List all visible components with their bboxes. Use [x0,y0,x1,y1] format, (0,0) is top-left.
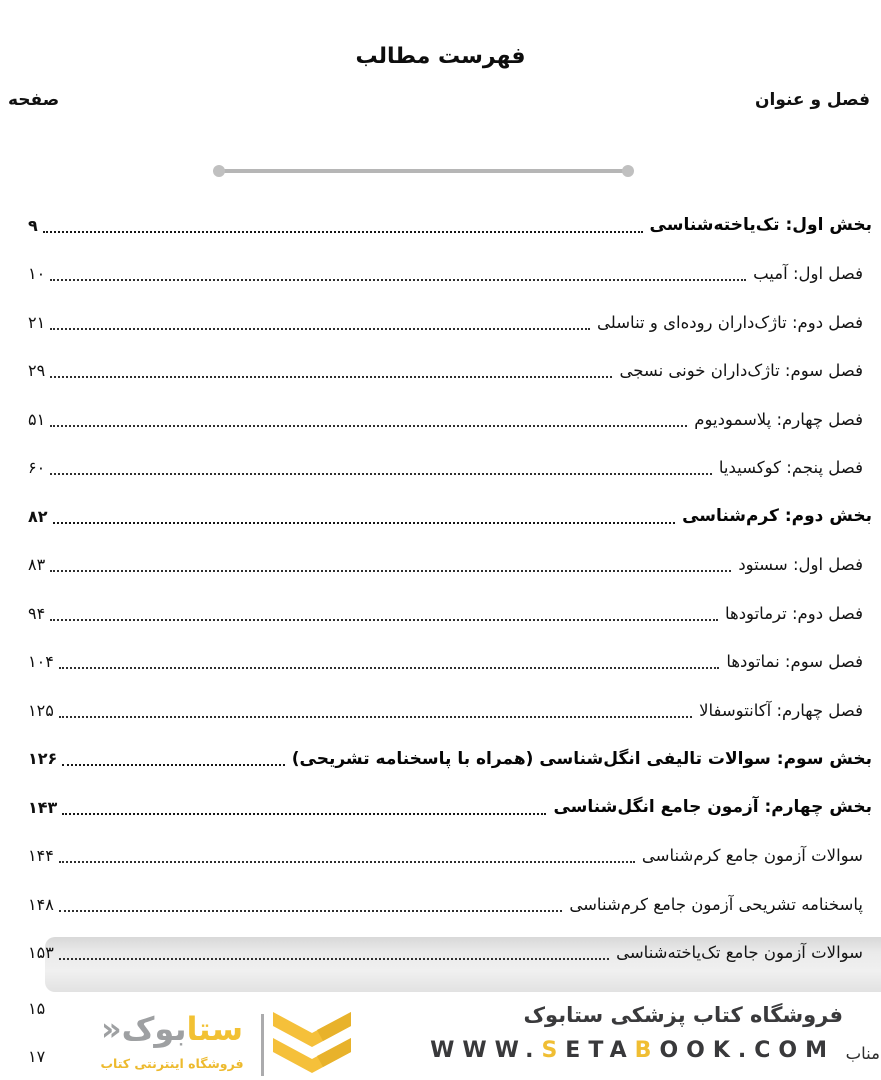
setabook-logo [85,1006,355,1080]
toc-row-page: ۸۳ [28,555,46,575]
toc-row-title: بخش اول: تک‌یاخته‌شناسی [649,215,872,236]
dotted-leader [50,472,712,475]
toc-row-title: فصل چهارم: پلاسمودیوم [694,409,863,429]
toc-row-title: فصل اول: آمیب [753,264,863,284]
toc-row [28,444,872,493]
toc-row-title: فصل دوم: تاژک‌داران روده‌ای و تناسلی [597,312,863,332]
dotted-leader [62,763,284,766]
dotted-leader [59,715,692,718]
toc-row-title: فصل پنجم: کوکسیدیا [718,458,863,478]
dotted-leader [50,569,731,572]
toc-row [28,395,872,444]
url-mid: ETA [565,1038,635,1063]
toc-row [28,783,872,832]
toc-row [28,298,872,347]
dotted-leader [50,424,687,427]
dotted-leader [59,909,563,912]
url-letter-s: S [541,1038,566,1063]
toc-row-page: ۱۰ [28,264,46,284]
logo-wordmark [85,1006,259,1052]
toc-row-page: ۲۱ [28,312,46,332]
store-name-text: فروشگاه کتاب پزشکی ستابوک [523,1003,843,1027]
toc-row [28,347,872,396]
toc-row-page: ۹ [28,215,38,235]
toc-row-title: بخش دوم: کرم‌شناسی [682,506,872,527]
toc-row [28,638,872,687]
toc-row-page: ۸۲ [28,506,48,526]
website-url-text [430,1038,835,1063]
truncated-page-number: ۱۷ [28,1047,46,1066]
toc-row-page: ۲۹ [28,361,46,381]
dotted-leader [59,860,635,863]
toc-row [28,735,872,784]
column-header-page: صفحه [8,90,60,110]
logo-separator [261,1014,264,1076]
toc-row-page: ۱۴۴ [28,846,54,866]
dotted-leader [59,666,720,669]
toc-row [28,832,872,881]
toc-row-page: ۹۴ [28,603,46,623]
toc-list [28,201,872,977]
dotted-leader [62,812,546,815]
dotted-leader [50,618,718,621]
dotted-leader [59,957,609,960]
toc-row-title: بخش چهارم: آزمون جامع انگل‌شناسی [553,797,872,818]
toc-row-title: بخش سوم: سوالات تالیفی انگل‌شناسی (همراه با پاسخنامه تشریحی) [291,748,872,769]
dotted-leader [50,278,746,281]
dotted-leader [50,327,590,330]
toc-row [28,250,872,299]
toc-row-page: ۱۰۴ [28,652,54,672]
logo-subtitle: فروشگاه اینترنتی کتاب [100,1056,244,1071]
toc-row-title: فصل سوم: تاژک‌داران خونی نسجی [619,361,863,381]
dotted-leader [50,375,612,378]
toc-row-page: ۱۴۳ [28,797,58,817]
toc-row-title: فصل اول: سستود [738,555,863,575]
chevron-emblem-icon [271,1012,353,1078]
truncated-row-title: مناب [845,1044,880,1063]
divider-dot-right [622,165,634,177]
toc-row-title: فصل سوم: نماتودها [726,652,863,672]
guillemet-mark: « [100,1010,122,1048]
wordmark-seta: ستا [186,1010,244,1048]
wordmark-book: بوک [121,1010,187,1048]
toc-row-page: ۱۴۸ [28,894,54,914]
dotted-leader [43,230,643,233]
toc-row [28,492,872,541]
column-header-chapter-title: فصل و عنوان [754,90,870,110]
toc-row-page: ۵۱ [28,409,46,429]
toc-row [28,929,872,978]
toc-row-page: ۱۲۵ [28,700,54,720]
toc-row [28,541,872,590]
toc-row-page: ۱۲۶ [28,749,58,769]
toc-row-title: سوالات آزمون جامع تک‌یاخته‌شناسی [616,943,863,963]
toc-row-title: فصل دوم: ترماتودها [724,603,863,623]
toc-row [28,201,872,250]
toc-row-page: ۱۵۳ [28,943,54,963]
dotted-leader [53,521,676,524]
url-prefix: WWW. [430,1038,542,1063]
toc-row-page: ۶۰ [28,458,46,478]
url-letter-b: B [634,1038,660,1063]
divider-line [219,169,629,173]
toc-row-title: فصل چهارم: آکانتوسفالا [699,700,863,720]
toc-row [28,686,872,735]
toc-row [28,880,872,929]
page-title: فهرست مطالب [355,44,526,69]
divider-dot-left [213,165,225,177]
toc-row-title: سوالات آزمون جامع کرم‌شناسی [641,846,863,866]
url-tail: OOK.COM [659,1038,835,1063]
toc-row-title: پاسخنامه تشریحی آزمون جامع کرم‌شناسی [569,894,863,914]
toc-row [28,589,872,638]
truncated-page-number: ۱۵ [28,999,46,1018]
